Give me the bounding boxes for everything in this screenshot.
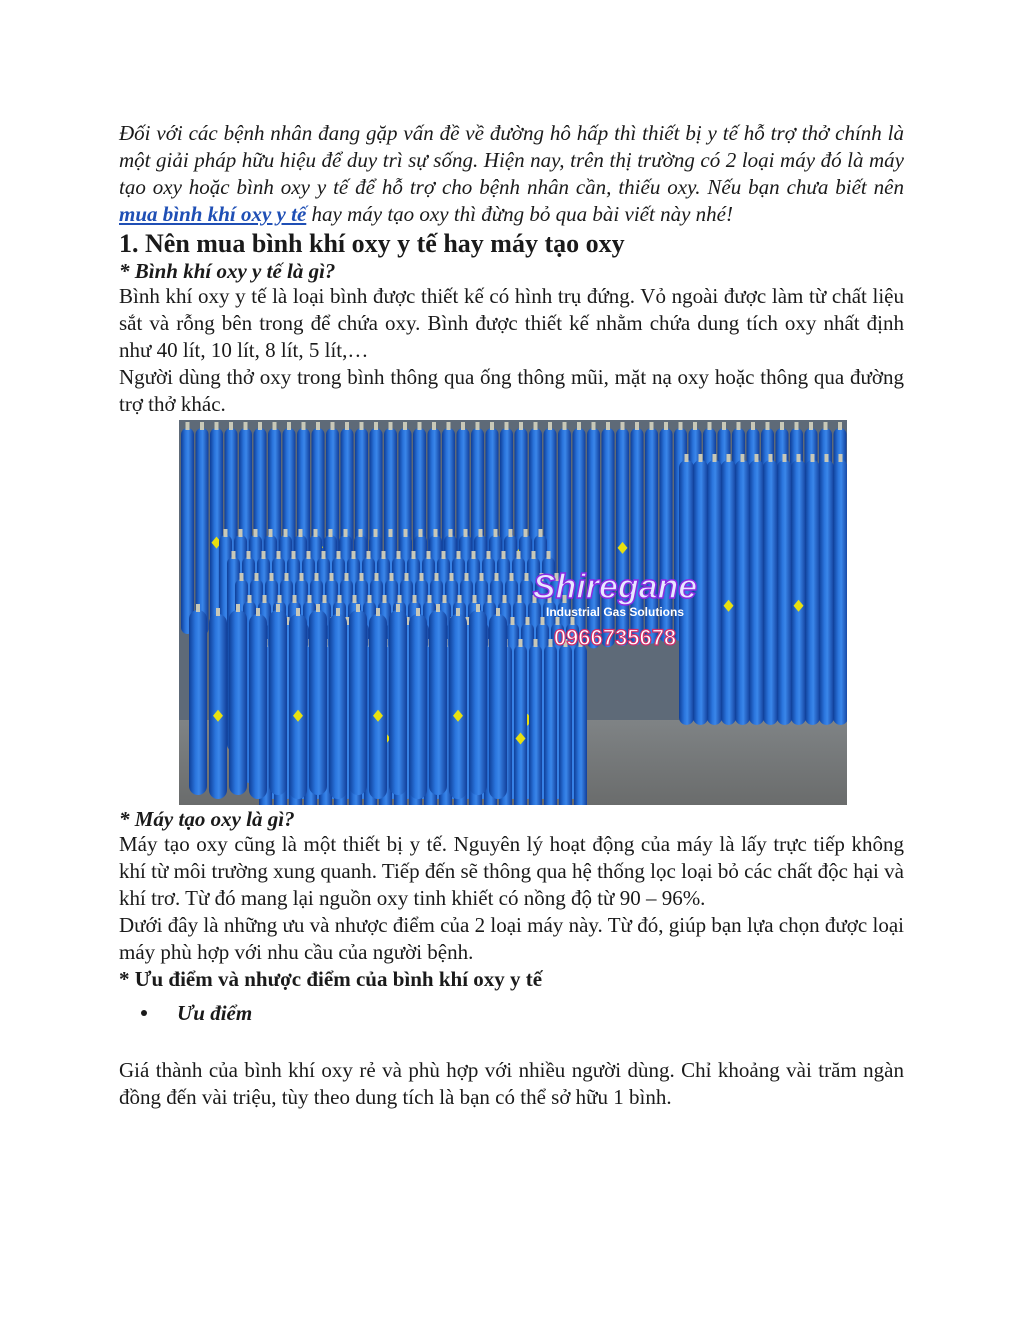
- watermark-brand: Shiregane: [532, 568, 698, 606]
- intro-text-1: Đối với các bệnh nhân đang gặp vấn đề về đường hô hấp thì thiết bị y tế hỗ trợ thở chính là một giải pháp hữu hiệu để duy trì sự sống. Hiện nay, trên thị trường có 2 loại máy đó là máy tạo oxy hoặc bình oxy y tế để hỗ trợ cho bệnh nhân cần, thiếu oxy. Nếu bạn chưa biết nên: [119, 121, 904, 199]
- cylinder: [196, 422, 209, 635]
- cylinder: [707, 454, 722, 725]
- pros-cons-intro: Dưới đây là những ưu và nhược điểm của 2 loại máy này. Từ đó, giúp bạn lựa chọn được loại máy phù hợp với nhu cầu của người bệnh.: [119, 913, 904, 964]
- cylinder: [209, 608, 227, 799]
- cylinder: [469, 604, 487, 795]
- bullet-dot-icon: [141, 1010, 147, 1016]
- oxygen-cylinders-photo: [179, 420, 847, 805]
- cylinder-usage: Người dùng thở oxy trong bình thông qua ống thông mũi, mặt nạ oxy hoặc thông qua đường trợ thở khác.: [119, 365, 904, 416]
- cylinder-description: Bình khí oxy y tế là loại bình được thiết kế có hình trụ đứng. Vỏ ngoài được làm từ chất liệu sắt và rỗng bên trong để chứa oxy. Bình được thiết kế nhằm chứa dung tích oxy nhất định như 40 lít, 10 lít, 8 lít, 5 lít,…: [119, 284, 904, 362]
- cylinder: [429, 604, 447, 795]
- advantage-paragraph: Giá thành của bình khí oxy rẻ và phù hợp với nhiều người dùng. Chỉ khoảng vài trăm ngàn đồng đến vài triệu, tùy theo dung tích là bạn có thể sở hữu 1 bình.: [119, 1058, 904, 1109]
- cylinder: [489, 608, 507, 799]
- cylinder: [735, 454, 750, 725]
- cylinders-illustration: [179, 420, 847, 805]
- cylinder: [777, 454, 792, 725]
- cylinder: [289, 608, 307, 799]
- cylinder: [409, 608, 427, 799]
- section-title: 1. Nên mua bình khí oxy y tế hay máy tạo oxy: [119, 229, 625, 258]
- cylinder: [349, 604, 367, 795]
- cylinder: [181, 422, 194, 634]
- cylinder: [369, 608, 387, 799]
- bullet-advantages: [141, 999, 904, 1027]
- cylinder: [544, 639, 557, 805]
- cylinder: [763, 454, 778, 725]
- bullet-label: Ưu điểm: [177, 1000, 253, 1025]
- watermark-phone: 0966735678: [553, 625, 677, 650]
- watermark: [533, 568, 697, 650]
- intro-text-2: hay máy tạo oxy thì đừng bỏ qua bài viết này nhé!: [306, 202, 733, 226]
- cylinder: [529, 639, 542, 805]
- question-oxygen-cylinder: * Bình khí oxy y tế là gì?: [119, 259, 336, 283]
- pros-cons-heading: * Ưu điểm và nhược điểm của bình khí oxy y tế: [119, 967, 543, 991]
- cylinder: [249, 608, 267, 799]
- cylinder: [819, 454, 834, 725]
- cylinder: [805, 454, 820, 725]
- question-oxygen-concentrator: * Máy tạo oxy là gì?: [119, 807, 295, 831]
- cylinder: [574, 639, 587, 805]
- cylinder: [329, 608, 347, 799]
- cylinder: [269, 604, 287, 795]
- cylinder: [749, 454, 764, 725]
- cylinder: [833, 454, 847, 725]
- cylinder: [389, 604, 407, 795]
- cylinder: [791, 454, 806, 725]
- cylinder: [514, 639, 527, 805]
- watermark-subtitle: Industrial Gas Solutions: [545, 605, 685, 619]
- cylinder: [309, 604, 327, 795]
- cylinder: [229, 604, 247, 795]
- document-page: [119, 120, 904, 1111]
- cylinder: [721, 454, 736, 725]
- cylinder: [559, 639, 572, 805]
- intro-paragraph: [119, 120, 904, 228]
- cylinder: [189, 604, 207, 795]
- concentrator-description: Máy tạo oxy cũng là một thiết bị y tế. Nguyên lý hoạt động của máy là lấy trực tiếp không khí từ môi trường xung quanh. Tiếp đến sẽ thông qua hệ thống lọc loại bỏ các chất độc hại và khí trơ. Từ đó mang lại nguồn oxy tinh khiết có nồng độ từ 90 – 96%.: [119, 832, 904, 910]
- buy-oxygen-link[interactable]: mua bình khí oxy y tế: [119, 202, 307, 226]
- cylinder: [449, 608, 467, 799]
